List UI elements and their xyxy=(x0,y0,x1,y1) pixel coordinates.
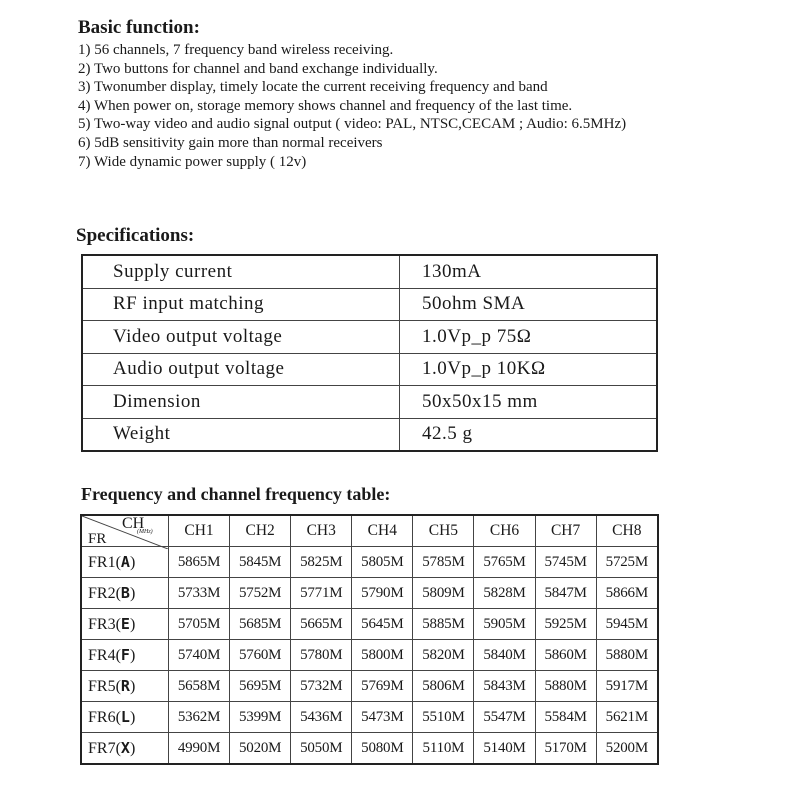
band-name: FR6 xyxy=(88,708,116,726)
frequency-cell: 5885M xyxy=(413,609,474,640)
frequency-cell: 5780M xyxy=(291,640,352,671)
frequency-cell: 5510M xyxy=(413,702,474,733)
band-paren-open: ( xyxy=(115,739,121,757)
spec-row xyxy=(82,321,657,354)
band-name: FR1 xyxy=(88,553,116,571)
frequency-row xyxy=(81,640,658,671)
band-paren-open: ( xyxy=(115,708,121,726)
frequency-cell: 5695M xyxy=(230,671,291,702)
band-paren-close: ) xyxy=(129,708,136,726)
channel-header: CH4 xyxy=(352,515,413,547)
frequency-cell: 5805M xyxy=(352,547,413,578)
frequency-cell: 5840M xyxy=(474,640,535,671)
frequency-cell: 5436M xyxy=(291,702,352,733)
frequency-cell: 5866M xyxy=(596,578,658,609)
frequency-cell: 5080M xyxy=(352,733,413,765)
spec-row xyxy=(82,288,657,321)
band-name: FR5 xyxy=(88,677,116,695)
channel-header: CH3 xyxy=(291,515,352,547)
frequency-cell: 5725M xyxy=(596,547,658,578)
spec-label: Audio output voltage xyxy=(82,353,400,386)
basic-function-item: 3) Twonumber display, timely locate the current receiving frequency and band xyxy=(78,79,548,96)
frequency-table-body xyxy=(81,547,658,765)
spec-label: Dimension xyxy=(82,386,400,419)
frequency-cell: 5765M xyxy=(474,547,535,578)
frequency-cell: 5760M xyxy=(230,640,291,671)
frequency-cell: 4990M xyxy=(169,733,230,765)
frequency-cell: 5399M xyxy=(230,702,291,733)
specifications-title: Specifications: xyxy=(76,225,195,246)
frequency-cell: 5665M xyxy=(291,609,352,640)
frequency-cell: 5732M xyxy=(291,671,352,702)
frequency-row xyxy=(81,733,658,765)
spec-value: 50ohm SMA xyxy=(400,288,658,321)
frequency-cell: 5733M xyxy=(169,578,230,609)
spec-row xyxy=(82,255,657,288)
band-name: FR3 xyxy=(88,615,116,633)
band-paren-open: ( xyxy=(115,553,121,571)
band-name: FR7 xyxy=(88,739,116,757)
basic-function-item: 7) Wide dynamic power supply ( 12v) xyxy=(78,153,307,170)
spec-label: Video output voltage xyxy=(82,321,400,354)
channel-header: CH8 xyxy=(596,515,658,547)
frequency-cell: 5865M xyxy=(169,547,230,578)
band-letter: X xyxy=(120,738,130,757)
basic-function-item: 5) Two-way video and audio signal output ( video: PAL, NTSC,CECAM ; Audio: 6.5MHz) xyxy=(78,116,627,133)
frequency-cell: 5745M xyxy=(535,547,596,578)
frequency-cell: 5809M xyxy=(413,578,474,609)
frequency-header-row xyxy=(81,515,658,547)
band-label xyxy=(81,640,169,671)
frequency-cell: 5645M xyxy=(352,609,413,640)
frequency-cell: 5685M xyxy=(230,609,291,640)
channel-header: CH2 xyxy=(230,515,291,547)
frequency-cell: 5843M xyxy=(474,671,535,702)
frequency-row xyxy=(81,609,658,640)
specifications-table xyxy=(81,254,658,452)
band-paren-close: ) xyxy=(129,739,136,757)
frequency-cell: 5547M xyxy=(474,702,535,733)
frequency-cell: 5050M xyxy=(291,733,352,765)
spec-value: 1.0Vp_p 75Ω xyxy=(400,321,658,354)
band-name: FR2 xyxy=(88,584,116,602)
frequency-cell: 5658M xyxy=(169,671,230,702)
frequency-row xyxy=(81,702,658,733)
band-label xyxy=(81,702,169,733)
spec-label: Weight xyxy=(82,418,400,451)
spec-label: RF input matching xyxy=(82,288,400,321)
frequency-cell: 5140M xyxy=(474,733,535,765)
frequency-cell: 5740M xyxy=(169,640,230,671)
frequency-cell: 5790M xyxy=(352,578,413,609)
channel-header: CH7 xyxy=(535,515,596,547)
frequency-cell: 5917M xyxy=(596,671,658,702)
band-letter: F xyxy=(120,645,130,664)
frequency-cell: 5880M xyxy=(596,640,658,671)
frequency-row xyxy=(81,547,658,578)
basic-function-item: 4) When power on, storage memory shows channel and frequency of the last time. xyxy=(78,97,573,114)
spec-row xyxy=(82,386,657,419)
band-letter: A xyxy=(120,552,130,571)
spec-row xyxy=(82,353,657,386)
frequency-table-title: Frequency and channel frequency table: xyxy=(81,484,391,504)
frequency-cell: 5705M xyxy=(169,609,230,640)
frequency-cell: 5905M xyxy=(474,609,535,640)
spec-value: 42.5 g xyxy=(400,418,658,451)
frequency-row xyxy=(81,671,658,702)
corner-ch-label: CH xyxy=(122,515,145,532)
band-paren-open: ( xyxy=(115,646,121,664)
frequency-cell: 5362M xyxy=(169,702,230,733)
band-paren-open: ( xyxy=(115,615,121,633)
band-letter: L xyxy=(120,707,130,726)
frequency-cell: 5828M xyxy=(474,578,535,609)
frequency-cell: 5925M xyxy=(535,609,596,640)
frequency-cell: 5020M xyxy=(230,733,291,765)
frequency-cell: 5752M xyxy=(230,578,291,609)
frequency-cell: 5771M xyxy=(291,578,352,609)
channel-header: CH6 xyxy=(474,515,535,547)
channel-header: CH1 xyxy=(169,515,230,547)
basic-function-item: 6) 5dB sensitivity gain more than normal receivers xyxy=(78,134,383,151)
frequency-cell: 5945M xyxy=(596,609,658,640)
frequency-cell: 5806M xyxy=(413,671,474,702)
spec-value: 1.0Vp_p 10KΩ xyxy=(400,353,658,386)
band-paren-close: ) xyxy=(129,584,136,602)
frequency-cell: 5769M xyxy=(352,671,413,702)
band-letter: B xyxy=(120,583,130,602)
frequency-cell: 5170M xyxy=(535,733,596,765)
frequency-cell: 5200M xyxy=(596,733,658,765)
band-paren-close: ) xyxy=(129,615,136,633)
band-paren-open: ( xyxy=(115,584,121,602)
spec-label: Supply current xyxy=(82,255,400,288)
basic-function-item: 1) 56 channels, 7 frequency band wireless receiving. xyxy=(78,42,394,58)
band-label xyxy=(81,733,169,765)
frequency-cell: 5845M xyxy=(230,547,291,578)
frequency-cell: 5825M xyxy=(291,547,352,578)
spec-row xyxy=(82,418,657,451)
band-paren-close: ) xyxy=(129,677,136,695)
band-paren-close: ) xyxy=(129,553,136,571)
corner-mhz-label: (MHz) xyxy=(137,529,153,535)
frequency-cell: 5584M xyxy=(535,702,596,733)
frequency-table xyxy=(80,514,659,765)
band-label xyxy=(81,578,169,609)
frequency-cell: 5800M xyxy=(352,640,413,671)
band-name: FR4 xyxy=(88,646,116,664)
frequency-cell: 5785M xyxy=(413,547,474,578)
frequency-cell: 5473M xyxy=(352,702,413,733)
frequency-row xyxy=(81,578,658,609)
frequency-cell: 5110M xyxy=(413,733,474,765)
band-label xyxy=(81,671,169,702)
spec-value: 130mA xyxy=(400,255,658,288)
basic-function-title: Basic function: xyxy=(78,17,200,38)
band-paren-open: ( xyxy=(115,677,121,695)
corner-fr-label: FR xyxy=(88,531,107,547)
spec-value: 50x50x15 mm xyxy=(400,386,658,419)
band-label xyxy=(81,547,169,578)
basic-function-item: 2) Two buttons for channel and band exchange individually. xyxy=(78,60,438,77)
channel-header: CH5 xyxy=(413,515,474,547)
band-paren-close: ) xyxy=(129,646,136,664)
frequency-cell: 5820M xyxy=(413,640,474,671)
frequency-cell: 5621M xyxy=(596,702,658,733)
basic-function-list xyxy=(78,41,718,171)
frequency-cell: 5880M xyxy=(535,671,596,702)
frequency-cell: 5847M xyxy=(535,578,596,609)
frequency-cell: 5860M xyxy=(535,640,596,671)
table-corner-cell xyxy=(81,515,169,547)
band-label xyxy=(81,609,169,640)
band-letter: E xyxy=(120,614,130,633)
band-letter: R xyxy=(120,676,130,695)
